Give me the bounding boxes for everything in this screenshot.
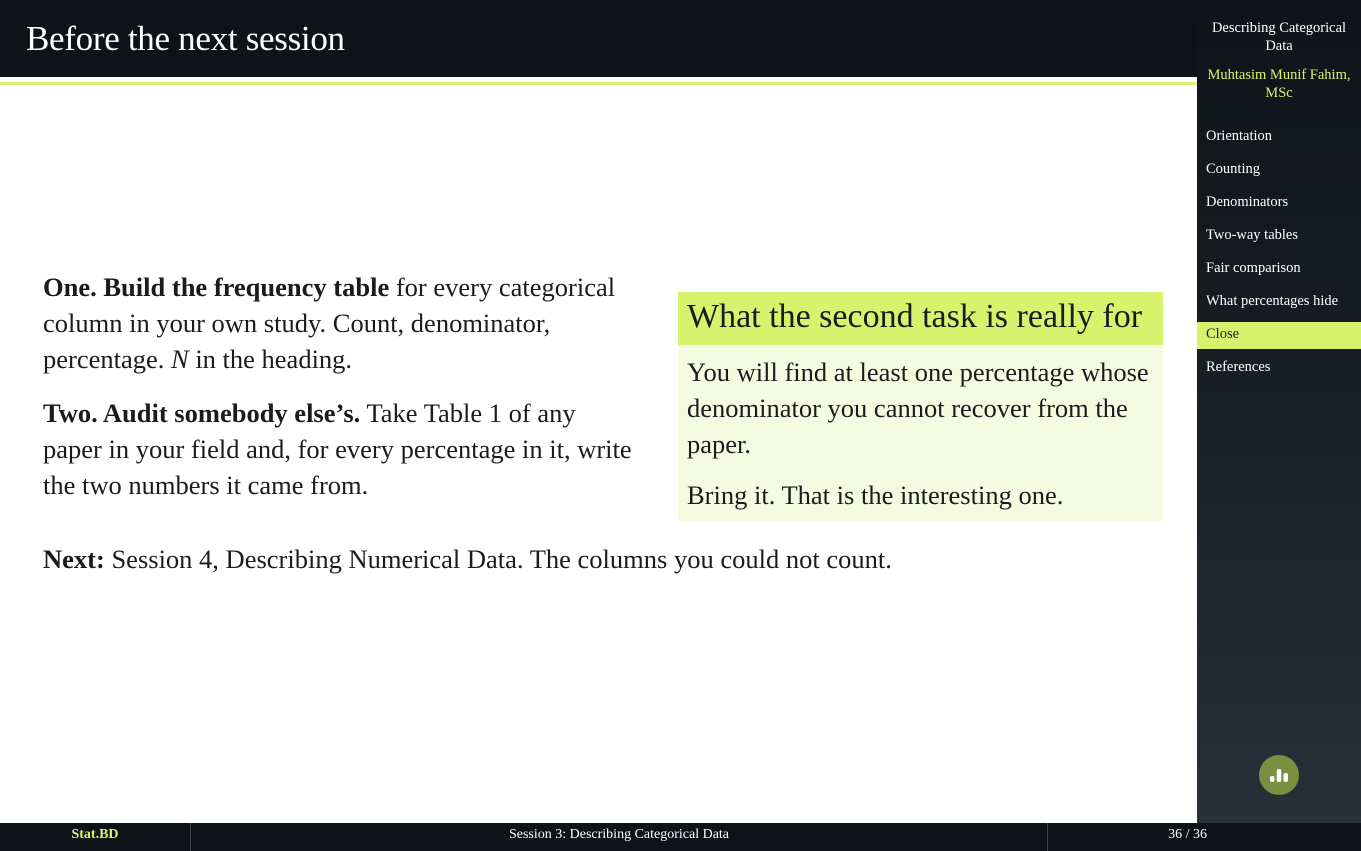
task-one-text-a: for every categorical column in your own study. Count, denominator, percentage. <box>43 272 616 374</box>
callout-paragraph-2: Bring it. That is the interesting one. <box>687 480 1064 510</box>
bar-chart-glyph <box>1259 755 1299 795</box>
sidebar-item-close[interactable]: Close <box>1197 322 1361 349</box>
callout-box <box>678 292 1163 521</box>
slide-header <box>0 0 1197 77</box>
next-label: Next: <box>43 544 105 574</box>
next-text: Session 4, Describing Numerical Data. The columns you could not count. <box>104 544 892 574</box>
callout-title: What the second task is really for <box>678 292 1163 345</box>
sidebar-item-fair-comparison[interactable]: Fair comparison <box>1206 260 1301 276</box>
task-one <box>43 269 633 377</box>
task-two-heading: Two. Audit somebody else’s. <box>43 398 361 428</box>
callout-paragraph-1: You will find at least one percentage whose denominator you cannot recover from the paper. <box>687 357 1149 459</box>
next-session-line <box>43 541 1143 577</box>
slide-footer <box>0 823 1361 851</box>
sidebar <box>1197 0 1361 851</box>
footer-brand: Stat.BD <box>0 823 191 851</box>
task-one-n: N <box>171 344 189 374</box>
sidebar-author: Muhtasim Munif Fahim, MSc <box>1207 67 1351 101</box>
task-list <box>43 269 633 521</box>
sidebar-item-orientation[interactable]: Orientation <box>1206 128 1273 144</box>
task-two-text: Take Table 1 of any paper in your field and, for every percentage in it, write the two numbers it came from. <box>43 398 632 500</box>
footer-page-number: 36 / 36 <box>1047 823 1207 851</box>
sidebar-nav <box>1197 124 1361 388</box>
task-two <box>43 395 633 503</box>
slide-title: Before the next session <box>26 19 345 58</box>
callout-body <box>678 345 1163 513</box>
slide-content <box>0 85 1197 823</box>
sidebar-item-what-percentages-hide[interactable]: What percentages hide <box>1206 293 1339 309</box>
bar-chart-icon[interactable] <box>1259 755 1299 795</box>
sidebar-item-counting[interactable]: Counting <box>1206 161 1260 177</box>
footer-session-title: Session 3: Describing Categorical Data <box>508 827 730 842</box>
sidebar-deck-title[interactable]: Describing Categorical Data <box>1211 20 1347 54</box>
sidebar-item-references[interactable]: References <box>1206 359 1271 375</box>
task-one-heading: One. Build the frequency table <box>43 272 390 302</box>
sidebar-item-two-way-tables[interactable]: Two-way tables <box>1206 227 1298 243</box>
task-one-text-b: in the heading. <box>188 344 353 374</box>
sidebar-item-denominators[interactable]: Denominators <box>1206 194 1289 210</box>
